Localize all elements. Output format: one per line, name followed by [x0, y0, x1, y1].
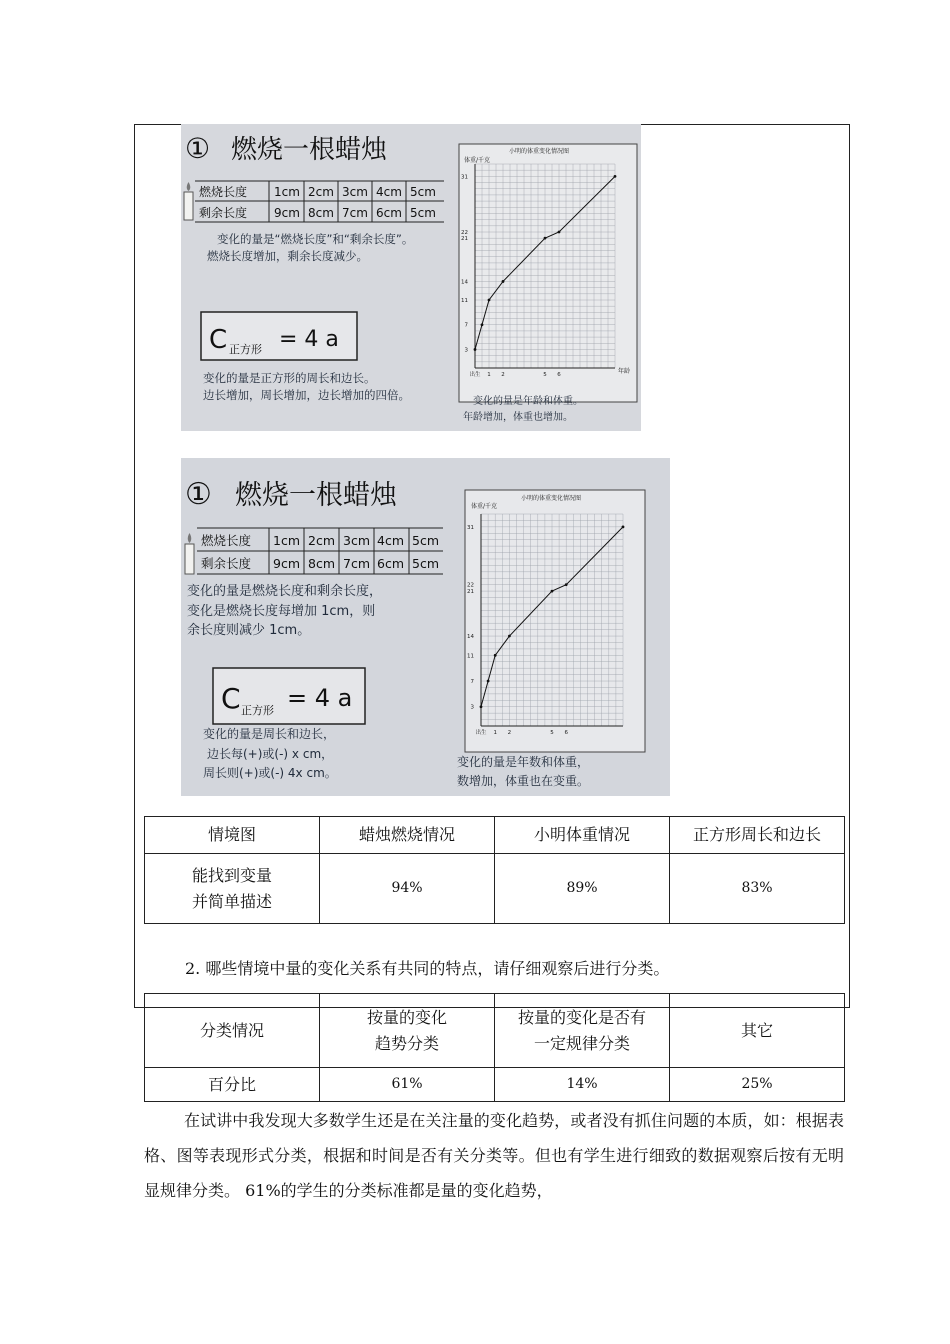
value-cell: 14%	[495, 1068, 670, 1102]
svg-text:正方形: 正方形	[241, 704, 274, 717]
x-tick-label: 2	[501, 372, 505, 378]
x-tick-label: 1	[493, 730, 497, 736]
data-point	[488, 299, 491, 302]
row1-v4: 4cm	[376, 185, 402, 199]
row1-v1: 1cm	[274, 185, 300, 199]
header-cell: 蜡烛燃烧情况	[320, 817, 495, 854]
row-label: 百分比	[145, 1068, 320, 1102]
header-cell: 小明体重情况	[495, 817, 670, 854]
data-point	[481, 323, 484, 326]
data-point	[487, 680, 490, 683]
handwritten-note-1a: 变化的量是“燃烧长度”和“剩余长度”。	[217, 232, 414, 246]
row2-v5: 5cm	[410, 206, 436, 220]
x-tick-label: 1	[487, 372, 491, 378]
y-tick-label: 7	[470, 679, 474, 686]
row2-v2: 8cm	[308, 206, 334, 220]
row1-label: 燃烧长度	[199, 185, 248, 199]
handwritten-note-1b: 变化是燃烧长度每增加 1cm，则	[187, 604, 376, 619]
handwritten-note-3a: 变化的量是年数和体重，	[457, 755, 590, 769]
row1-v3: 3cm	[342, 185, 368, 199]
y-tick-label: 11	[461, 298, 468, 304]
data-point	[622, 525, 625, 528]
header-cell: 正方形周长和边长	[670, 817, 845, 854]
handwritten-note-1a: 变化的量是燃烧长度和剩余长度，	[187, 584, 383, 599]
data-point	[551, 590, 554, 593]
handwritten-note-3b: 年龄增加，体重也增加。	[463, 412, 573, 423]
svg-text:8cm: 8cm	[308, 556, 336, 571]
y-tick-label: 31	[461, 174, 468, 181]
x-tick-label: 5	[550, 730, 554, 736]
data-point	[558, 231, 561, 234]
value-cell: 83%	[670, 854, 845, 924]
question-2: 2. 哪些情境中量的变化关系有共同的特点，请仔细观察后进行分类。	[185, 959, 670, 978]
svg-text:5cm: 5cm	[412, 533, 440, 548]
svg-text:= 4 a: = 4 a	[279, 327, 339, 352]
value-cell: 94%	[320, 854, 495, 924]
handwritten-note-2b: 边长每(+)或(-) x cm，	[207, 747, 334, 761]
svg-text:小明的体重变化情况图: 小明的体重变化情况图	[509, 148, 570, 155]
photo-title: 燃烧一根蜡烛	[235, 480, 397, 511]
variable-finding-table	[144, 816, 845, 924]
svg-text:7cm: 7cm	[343, 556, 371, 571]
data-point	[474, 348, 477, 351]
formula-box	[213, 668, 365, 724]
handwritten-note-2a: 变化的量是周长和边长，	[203, 727, 336, 741]
svg-text:燃烧长度: 燃烧长度	[201, 533, 252, 548]
x-tick-label: 5	[543, 372, 547, 378]
header-cell: 其它	[670, 994, 845, 1068]
svg-text:C: C	[209, 325, 228, 355]
header-cell: 分类情况	[145, 994, 320, 1068]
weight-chart-paper	[465, 490, 645, 752]
x-tick-label: 6	[557, 372, 561, 378]
svg-text:小明的体重变化情况图: 小明的体重变化情况图	[521, 495, 582, 502]
row2-label: 剩余长度	[199, 206, 248, 220]
weight-chart-paper	[459, 144, 637, 402]
handwritten-note-2c: 周长则(+)或(-) 4x cm。	[203, 766, 337, 780]
handwritten-note-2b: 边长增加，周长增加，边长增加的四倍。	[203, 388, 410, 402]
row1-v5: 5cm	[410, 185, 436, 199]
x-tick-label: 出生	[469, 372, 481, 378]
title-number: ①	[185, 477, 212, 512]
x-tick-label: 出生	[475, 730, 487, 736]
row2-v4: 6cm	[376, 206, 402, 220]
handwritten-note-1c: 余长度则减少 1cm。	[187, 623, 311, 638]
classification-table	[144, 993, 845, 1102]
data-point	[494, 654, 497, 657]
y-tick-label: 7	[464, 322, 468, 329]
handwritten-note-3a: 变化的量是年龄和体重。	[473, 396, 583, 407]
row2-v1: 9cm	[274, 206, 300, 220]
handwritten-note-2a: 变化的量是正方形的周长和边长。	[203, 371, 376, 385]
title-number: ①	[185, 132, 211, 165]
student-work-photo-2	[181, 458, 670, 796]
y-tick-label: 22	[461, 230, 468, 236]
svg-text:6cm: 6cm	[377, 556, 405, 571]
y-tick-label: 11	[467, 653, 474, 660]
svg-text:1cm: 1cm	[273, 533, 301, 548]
svg-text:体重/千克: 体重/千克	[464, 157, 491, 164]
y-tick-label: 14	[467, 634, 474, 641]
y-tick-label: 31	[467, 524, 474, 531]
y-tick-label: 14	[461, 279, 468, 286]
svg-text:年龄: 年龄	[618, 368, 631, 375]
analysis-paragraph: 在试讲中我发现大多数学生还是在关注量的变化趋势，或者没有抓住问题的本质，如：根据表格、图等表现形式分类，根据和时间是否有关分类等。但也有学生进行细致的数据观察后按有无明显规律分类。 61%的学生的分类标准都是量的变化趋势，	[144, 1111, 844, 1200]
data-point	[502, 280, 505, 283]
data-point	[544, 237, 547, 240]
photo-title: 燃烧一根蜡烛	[231, 135, 388, 165]
x-tick-label: 6	[564, 730, 568, 736]
data-point	[508, 635, 511, 638]
formula-box	[201, 312, 357, 360]
svg-text:体重/千克: 体重/千克	[471, 503, 498, 510]
svg-text:9cm: 9cm	[273, 556, 301, 571]
x-tick-label: 2	[507, 730, 512, 736]
svg-text:5cm: 5cm	[412, 556, 440, 571]
y-tick-label: 22	[467, 582, 474, 589]
data-point	[565, 583, 568, 586]
svg-text:3cm: 3cm	[343, 533, 371, 548]
header-cell: 按量的变化 趋势分类	[320, 994, 495, 1068]
header-cell: 情境图	[145, 817, 320, 854]
data-point	[614, 175, 617, 178]
svg-text:2cm: 2cm	[308, 533, 336, 548]
y-tick-label: 3	[470, 704, 474, 711]
handwritten-note-3b: 数增加，体重也在变重。	[457, 774, 590, 788]
y-tick-label: 21	[467, 589, 474, 596]
svg-text:剩余长度: 剩余长度	[201, 556, 252, 571]
svg-text:正方形: 正方形	[229, 343, 262, 356]
y-tick-label: 3	[464, 347, 468, 354]
handwritten-note-1b: 燃烧长度增加，剩余长度减少。	[207, 249, 368, 263]
row2-v3: 7cm	[342, 206, 368, 220]
value-cell: 61%	[320, 1068, 495, 1102]
svg-text:C: C	[221, 682, 241, 715]
value-cell: 89%	[495, 854, 670, 924]
row-label: 能找到变量 并简单描述	[145, 854, 320, 924]
value-cell: 25%	[670, 1068, 845, 1102]
row1-v2: 2cm	[308, 185, 334, 199]
svg-text:4cm: 4cm	[377, 533, 405, 548]
student-work-photo-1	[181, 124, 641, 431]
svg-text:= 4 a: = 4 a	[287, 684, 353, 712]
data-point	[480, 705, 483, 708]
header-cell: 按量的变化是否有 一定规律分类	[495, 994, 670, 1068]
y-tick-label: 21	[461, 236, 468, 243]
